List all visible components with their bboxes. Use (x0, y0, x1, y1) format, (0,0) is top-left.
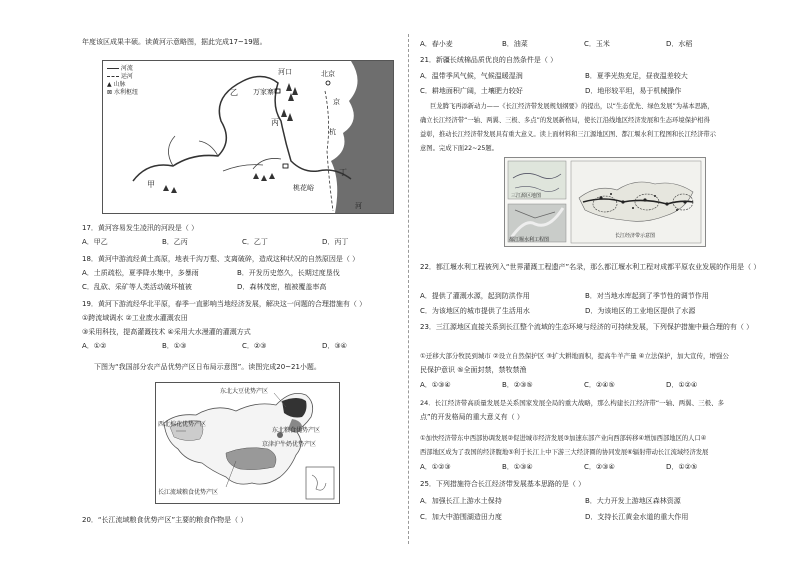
label-yi: 乙 (230, 88, 238, 97)
q21-options-row1 (420, 72, 750, 81)
label-bing: 丙 (271, 118, 279, 127)
q21-options-row2 (420, 87, 750, 96)
q24-option-c[interactable]: C．②③④ (584, 463, 615, 471)
q24-option-b[interactable]: B．①③④ (502, 463, 533, 471)
right-column (420, 0, 765, 562)
q19-statement-2: ③采用科技，提高灌溉技术 ④采用大水漫灌的灌溉方式 (82, 328, 251, 336)
q21-option-b[interactable]: B．夏季光热充足，昼夜温差较大 (585, 72, 688, 80)
label-jingjin-milk: 京津沪牛奶优势产区 (262, 441, 317, 448)
question-18: 18．黄河中游流经黄土高原，地表千沟万壑、支离破碎，造成这种状况的自然原因是（ ） (82, 255, 360, 263)
q18-options-row2 (82, 283, 392, 292)
label-jia: 甲 (147, 180, 155, 189)
q23-option-b[interactable]: B．②③⑤ (502, 381, 533, 389)
yellow-river-map (102, 60, 394, 214)
q17-option-a[interactable]: A．甲乙 (82, 238, 108, 246)
material-line-4: 意图。完成下面22~25题。 (420, 145, 498, 152)
label-he: 河 (355, 202, 362, 210)
q24-options (420, 463, 748, 472)
q18-options-row1 (82, 269, 392, 278)
q23-statement-2: 民保护意识 ⑤全面封禁，禁牧禁渔 (420, 366, 527, 374)
q17-options (82, 238, 402, 247)
q24-option-d[interactable]: D．①②⑤ (666, 463, 698, 471)
label-xibei-cotton: 西北棉花优势产区 (158, 421, 207, 428)
material-line-2: 确立长江经济带“一轴、两翼、三极、多点”的发展新格局，使长江沿线地区经济发展和生态环境保护相得 (420, 117, 710, 124)
label-jing: 京 (333, 98, 340, 106)
q23-statement-1: ①迁移大部分牧民到城市 ②设立自然保护区 ③扩大耕地面积，提高牛羊产量 ④立法保护，加大宣传，增强公 (420, 352, 730, 360)
q20-options (420, 40, 748, 49)
q21-option-d[interactable]: D．地形较平坦，易于机械操作 (585, 87, 682, 95)
q25-option-c[interactable]: C．加大中游围湖造田力度 (420, 513, 502, 521)
question-19: 19．黄河下游流经华北平原，春季一直影响当地经济发展，解决这一问题的合理措施有（ ） (82, 300, 367, 308)
caption-yangtze-belt: 长江经济带示意图 (615, 233, 656, 239)
left-column (82, 0, 402, 562)
q24-line-2: 点”的开发格局的重大意义有（ ） (420, 413, 524, 421)
yellow-river-map-drawing (103, 61, 393, 213)
composite-figure (504, 157, 706, 247)
question-25: 25．下列措施符合长江经济带发展基本思路的是（ ） (420, 480, 586, 488)
q20-option-b[interactable]: B．油菜 (502, 40, 528, 48)
question-24: 24．长江经济带高质量发展是关系国家发展全局的重大战略，那么构建长江经济带“一轴、两翼、三极、多 (420, 399, 725, 407)
legend-dam: 水利枢纽 (113, 89, 138, 96)
question-17: 17．黄河容易发生凌汛的河段是（ ） (82, 224, 199, 232)
q20-option-d[interactable]: D．水稻 (666, 40, 693, 48)
q18-option-b[interactable]: B．开发历史悠久，长期过度垦伐 (237, 269, 340, 277)
q23-option-a[interactable]: A．①③④ (420, 381, 451, 389)
question-22: 22．都江堰水利工程被列入“世界灌溉工程遗产”名录，那么都江堰水利工程对成都平原农业发展的作用是（ ） (420, 263, 761, 271)
label-ding: 丁 (339, 168, 347, 177)
label-hang: 杭 (329, 128, 336, 136)
q17-option-d[interactable]: D．丙丁 (322, 238, 349, 246)
q19-statement-1: ①跨流域调水 ②工业废水灌溉农田 (82, 314, 188, 322)
q23-options (420, 381, 748, 390)
q19-option-c[interactable]: C．②③ (242, 342, 267, 350)
label-hekou: 河口 (278, 68, 292, 76)
q22-option-b[interactable]: B．对当地水库起到了季节性的调节作用 (585, 292, 709, 300)
question-21: 21．新疆长绒棉品质优良的自然条件是（ ） (420, 56, 558, 64)
q19-option-a[interactable]: A．①② (82, 342, 107, 350)
column-divider (408, 34, 409, 544)
caption-sanjiangyuan: 三江源区地图 (511, 193, 542, 199)
q25-option-b[interactable]: B．大力开发上游地区森林资源 (585, 497, 681, 505)
q17-option-b[interactable]: B．乙丙 (162, 238, 188, 246)
composite-figure-drawing (505, 158, 705, 246)
q19-option-d[interactable]: D．③④ (322, 342, 347, 350)
label-changjiang-grain: 长江流域粮食优势产区 (158, 489, 219, 496)
q23-option-c[interactable]: C．②④⑤ (584, 381, 615, 389)
q23-option-d[interactable]: D．①②④ (666, 381, 698, 389)
q25-option-a[interactable]: A．加强长江上游水土保持 (420, 497, 502, 505)
q25-options-row1 (420, 497, 755, 506)
legend-river: 河流 (120, 65, 133, 72)
q18-option-c[interactable]: C．乱砍、采矿等人类活动破坏植被 (82, 283, 192, 291)
q24-statement-1: ①加快经济带东中西部协调发展②促进城市经济发展③加速东部产业向西部转移④增加西部地区的人口④ (420, 435, 707, 442)
q22-options-row1 (420, 292, 755, 301)
q24-statement-2: 西部地区成为了我国的经济腹地⑤利于长江上中下游三大经济圈的协同发展⑥辐射带动长江流域经济发展 (420, 449, 709, 456)
material-line-1: 巨龙腾飞再添新动力——《长江经济带发展规划纲要》的提出，以“生态优先、绿色发展”为基本思路， (430, 103, 714, 110)
q17-option-c[interactable]: C．乙丁 (242, 238, 268, 246)
label-taohuayu: 桃花峪 (293, 184, 314, 192)
map1-legend: 河流 运河 ▲ 山脉 ⊠ 水利枢纽 (107, 65, 138, 96)
caption-dujiangyan: 都江堰水利工程图 (509, 237, 550, 243)
q24-option-a[interactable]: A．①②③ (420, 463, 451, 471)
question-23: 23．三江源地区直接关系到长江整个流域的生态环境与经济的可持续发展，下列保护措施中最合理的有（ ） (420, 323, 754, 331)
label-dongbei-grain: 东北粮食优势产区 (272, 427, 321, 434)
q22-option-c[interactable]: C．为该地区的城市提供了生活用水 (420, 307, 530, 315)
q22-option-d[interactable]: D．为该地区的工业地区提供了水源 (585, 307, 696, 315)
label-beijing: 北京 (321, 70, 335, 78)
question-20: 20．“长江流域粮食优势产区”主要的粮食作物是（ ） (82, 516, 248, 524)
q18-option-a[interactable]: A．土质疏松，夏季降水集中，多暴雨 (82, 269, 199, 277)
q19-option-b[interactable]: B．①③ (162, 342, 187, 350)
q20-option-c[interactable]: C．玉米 (584, 40, 610, 48)
label-wanjiazhai: 万家寨 (253, 88, 274, 96)
q21-option-a[interactable]: A．温带季风气候，气候温暖湿润 (420, 72, 523, 80)
q20-option-a[interactable]: A．春小麦 (420, 40, 453, 48)
label-dongbei-soy: 东北大豆优势产区 (220, 388, 269, 395)
intro-text: 年度该区成果丰硕。读黄河示意略图，据此完成17~19题。 (82, 38, 267, 46)
legend-mountain: 山脉 (113, 81, 126, 88)
q21-option-c[interactable]: C．耕地面积广阔，土壤肥力较好 (420, 87, 523, 95)
intro-2: 下图为“我国部分农产品优势产区日布局示意图”。读图完成20~21小题。 (94, 363, 321, 371)
legend-canal: 运河 (120, 73, 133, 80)
q18-option-d[interactable]: D．森林茂密，植被覆盖率高 (237, 283, 327, 291)
q22-options-row2 (420, 307, 755, 316)
q22-option-a[interactable]: A．提供了灌溉水源，起到防洪作用 (420, 292, 530, 300)
q19-options (82, 342, 402, 351)
q25-option-d[interactable]: D．支持长江黄金水道的重大作用 (585, 513, 689, 521)
q25-options-row2 (420, 513, 755, 522)
china-agri-map (155, 382, 340, 504)
material-line-3: 益彰，推动长江经济带发展具有重大意义。读上面材料和三江源地区图、都江堰水利工程图和长江经济带示 (420, 131, 716, 138)
